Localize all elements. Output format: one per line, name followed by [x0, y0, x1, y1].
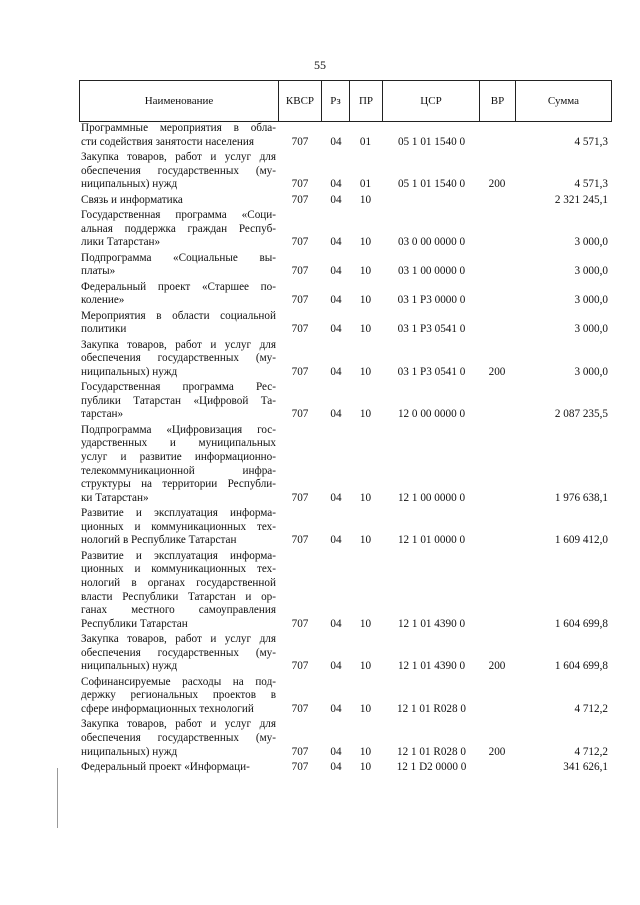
row-name-line: сфере информационных технологий	[81, 702, 254, 715]
row-name-line: Федеральный проект «Информаци-	[81, 761, 250, 773]
row-name-line: обеспечения государственных (му-	[81, 731, 276, 744]
row-name-line: Программные мероприятия в обла-	[81, 122, 276, 134]
row-pr: 10	[359, 534, 372, 547]
row-rz: 04	[330, 408, 342, 421]
row-csr: 03 1 P3 0541 0	[397, 365, 466, 378]
table-row	[79, 209, 612, 250]
row-name-line: Федеральный проект «Старшее по-	[81, 280, 276, 293]
row-name-line: Закупка товаров, работ и услуг для	[81, 718, 276, 731]
row-pr: 10	[359, 365, 372, 378]
row-kvsr: 707	[291, 323, 309, 336]
row-csr: 12 1 01 0000 0	[397, 534, 466, 547]
column-header-vr: ВР	[480, 81, 516, 121]
table-header	[79, 80, 612, 122]
row-name-line: нологий в Республике Татарстан	[81, 534, 237, 547]
row-name-line: Софинансируемые расходы на под-	[81, 675, 276, 688]
row-kvsr: 707	[291, 761, 309, 773]
page-number: 55	[314, 58, 326, 72]
row-sum: 4 712,2	[574, 745, 608, 758]
row-csr: 05 1 01 1540 0	[397, 135, 466, 148]
row-name-line: ударственных и муниципальных	[81, 437, 276, 450]
margin-mark	[57, 768, 58, 828]
row-name-line: Закупка товаров, работ и услуг для	[81, 151, 276, 163]
row-sum: 3 000,0	[574, 365, 608, 378]
row-name-line: ниципальных) нужд	[81, 365, 178, 378]
row-name	[81, 424, 276, 506]
row-sum: 3 000,0	[574, 294, 608, 307]
row-rz: 04	[330, 660, 342, 673]
row-vr: 200	[488, 660, 506, 673]
row-rz: 04	[330, 323, 342, 336]
row-rz: 04	[330, 178, 342, 191]
row-name-line: Мероприятия в области социальной	[81, 309, 276, 322]
row-rz: 04	[330, 761, 342, 773]
row-csr: 03 1 P3 0000 0	[397, 294, 466, 307]
row-name-line: платы»	[81, 265, 116, 278]
row-name	[81, 550, 276, 632]
table-row	[79, 252, 612, 279]
row-csr: 03 1 00 0000 0	[397, 265, 466, 278]
row-name-line: ки Татарстан»	[81, 491, 149, 504]
row-rz: 04	[330, 534, 342, 547]
row-rz: 04	[330, 265, 342, 278]
row-rz: 04	[330, 702, 342, 715]
row-pr: 01	[359, 178, 372, 191]
row-vr: 200	[488, 745, 506, 758]
row-kvsr: 707	[291, 294, 309, 307]
table-row	[79, 151, 612, 192]
row-sum: 1 604 699,8	[554, 617, 608, 630]
column-header-pr: ПР	[350, 81, 383, 121]
row-sum: 4 571,3	[574, 178, 608, 191]
table-row	[79, 122, 612, 149]
row-kvsr: 707	[291, 491, 309, 504]
row-sum: 3 000,0	[574, 323, 608, 336]
row-pr: 10	[359, 408, 372, 421]
row-name-line: ционных и коммуникационных тех-	[81, 520, 276, 533]
row-name-line: Республики Татарстан	[81, 617, 188, 630]
row-csr: 03 1 P3 0541 0	[397, 323, 466, 336]
row-rz: 04	[330, 135, 342, 148]
row-sum: 341 626,1	[563, 761, 608, 773]
column-header-sum: Сумма	[547, 95, 580, 107]
row-pr: 10	[359, 660, 372, 673]
column-header-rz: Рз	[322, 81, 350, 121]
row-name-line: власти Республики Татарстан и ор-	[81, 590, 276, 603]
row-pr: 10	[359, 617, 372, 630]
table-row	[79, 633, 612, 674]
row-kvsr: 707	[291, 408, 309, 421]
row-name-line: Закупка товаров, работ и услуг для	[81, 338, 276, 351]
row-name-line: нологий в органах государственной	[81, 576, 276, 589]
row-pr: 10	[359, 323, 372, 336]
row-name	[81, 507, 276, 548]
table-row	[79, 281, 612, 308]
row-pr: 10	[359, 745, 372, 758]
row-name-line: держку региональных проектов в	[81, 689, 276, 702]
row-kvsr: 707	[291, 745, 309, 758]
row-csr: 12 1 01 4390 0	[397, 660, 466, 673]
row-name	[81, 122, 276, 149]
row-name-line: Развитие и эксплуатация информа-	[81, 507, 276, 520]
row-csr: 12 1 01 4390 0	[397, 617, 466, 630]
row-sum: 2 087 235,5	[554, 408, 608, 421]
row-kvsr: 707	[291, 178, 309, 191]
row-name	[81, 194, 276, 208]
row-name	[81, 310, 276, 337]
row-rz: 04	[330, 193, 342, 206]
row-kvsr: 707	[291, 660, 309, 673]
table-row	[79, 761, 612, 775]
row-name-line: телекоммуникационной инфра-	[81, 464, 276, 477]
row-name-line: ниципальных) нужд	[81, 660, 178, 673]
row-kvsr: 707	[291, 534, 309, 547]
row-name-line: структуры на территории Республи-	[81, 478, 276, 491]
row-pr: 10	[359, 236, 372, 249]
row-pr: 10	[359, 761, 372, 773]
table-row	[79, 550, 612, 632]
row-name-line: обеспечения государственных (му-	[81, 352, 276, 365]
row-pr: 10	[359, 702, 372, 715]
row-pr: 10	[359, 294, 372, 307]
row-csr: 12 0 00 0000 0	[397, 408, 466, 421]
row-rz: 04	[330, 236, 342, 249]
row-csr: 12 1 01 R028 0	[397, 702, 466, 715]
row-name	[81, 761, 276, 775]
row-sum: 1 604 699,8	[554, 660, 608, 673]
row-kvsr: 707	[291, 617, 309, 630]
row-name	[81, 209, 276, 250]
row-kvsr: 707	[291, 702, 309, 715]
row-pr: 10	[359, 265, 372, 278]
row-name-line: услуг и развитие информационно-	[81, 450, 276, 463]
row-name-line: Развитие и эксплуатация информа-	[81, 549, 276, 562]
row-csr: 12 1 00 0000 0	[397, 491, 466, 504]
row-name-line: лики Татарстан»	[81, 236, 161, 249]
row-vr: 200	[488, 178, 506, 191]
row-name-line: публики Татарстан «Цифровой Та-	[81, 394, 276, 407]
row-name	[81, 676, 276, 717]
row-name	[81, 252, 276, 279]
table-row	[79, 381, 612, 422]
row-kvsr: 707	[291, 236, 309, 249]
row-name	[81, 151, 276, 192]
row-name-line: ционных и коммуникационных тех-	[81, 563, 276, 576]
row-pr: 01	[359, 135, 372, 148]
row-csr: 12 1 01 R028 0	[397, 745, 466, 758]
row-name-line: ганах местного самоуправления	[81, 604, 276, 617]
row-csr: 12 1 D2 0000 0	[396, 761, 467, 773]
row-rz: 04	[330, 294, 342, 307]
row-pr: 10	[359, 491, 372, 504]
row-kvsr: 707	[291, 193, 309, 206]
row-kvsr: 707	[291, 265, 309, 278]
row-sum: 4 712,2	[574, 702, 608, 715]
row-csr: 03 0 00 0000 0	[397, 236, 466, 249]
row-name-line: Государственная программа Рес-	[81, 381, 276, 394]
row-sum: 3 000,0	[574, 236, 608, 249]
row-name-line: ниципальных) нужд	[81, 178, 178, 191]
table-row	[79, 507, 612, 548]
row-sum: 1 609 412,0	[554, 534, 608, 547]
table-row	[79, 718, 612, 759]
row-vr: 200	[488, 365, 506, 378]
row-name	[81, 281, 276, 308]
row-name-line: Подпрограмма «Социальные вы-	[81, 251, 276, 264]
row-name-line: Государственная программа «Соци-	[81, 209, 276, 221]
row-name-line: Связь и информатика	[81, 193, 183, 206]
row-name	[81, 381, 276, 422]
row-name-line: обеспечения государственных (му-	[81, 646, 276, 659]
table-row	[79, 424, 612, 506]
row-pr: 10	[359, 193, 372, 206]
row-name	[81, 633, 276, 674]
row-name	[81, 339, 276, 380]
row-name-line: обеспечения государственных (му-	[81, 164, 276, 177]
row-name-line: Закупка товаров, работ и услуг для	[81, 633, 276, 646]
row-name	[81, 718, 276, 759]
row-name-line: коление»	[81, 294, 125, 307]
row-name-line: Подпрограмма «Цифровизация гос-	[81, 423, 276, 436]
row-name-line: тарстан»	[81, 408, 124, 421]
row-rz: 04	[330, 617, 342, 630]
table-row	[79, 676, 612, 717]
row-sum: 4 571,3	[574, 135, 608, 148]
table-row	[79, 339, 612, 380]
column-header-name: Наименование	[80, 81, 279, 121]
row-kvsr: 707	[291, 135, 309, 148]
table-row	[79, 310, 612, 337]
row-sum: 3 000,0	[574, 265, 608, 278]
column-header-kvsr: КВСР	[279, 81, 322, 121]
row-rz: 04	[330, 491, 342, 504]
row-kvsr: 707	[291, 365, 309, 378]
row-csr: 05 1 01 1540 0	[397, 178, 466, 191]
row-rz: 04	[330, 365, 342, 378]
row-name-line: ниципальных) нужд	[81, 745, 178, 758]
row-sum: 2 321 245,1	[554, 193, 608, 206]
row-name-line: альная поддержка граждан Респуб-	[81, 222, 276, 235]
row-name-line: сти содействия занятости населения	[81, 135, 255, 148]
table-row	[79, 194, 612, 208]
row-name-line: политики	[81, 323, 127, 336]
column-header-csr: ЦСР	[383, 81, 480, 121]
row-sum: 1 976 638,1	[554, 491, 608, 504]
row-rz: 04	[330, 745, 342, 758]
